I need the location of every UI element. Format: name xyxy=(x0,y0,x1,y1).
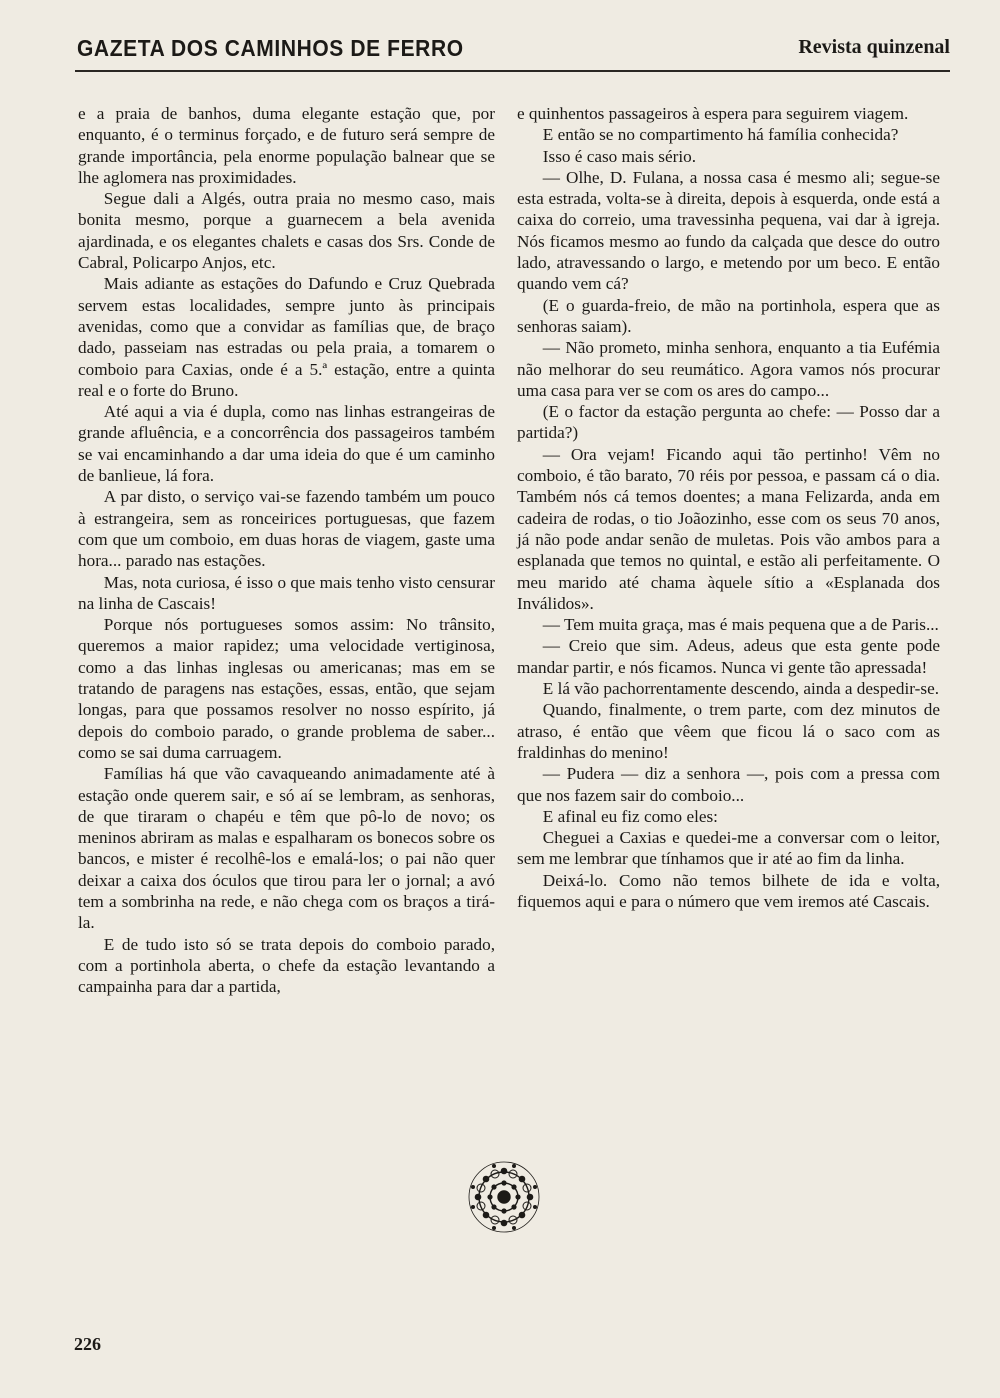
paragraph: E então se no compartimento há família conhecida? xyxy=(542,125,899,145)
page-header xyxy=(75,34,950,72)
page-number: 226 xyxy=(74,1334,101,1354)
publication-title: GAZETA DOS CAMINHOS DE FERRO xyxy=(77,36,464,62)
paragraph: (E o factor da estação pergunta ao chefe: — Posso dar a partida?) xyxy=(517,402,940,443)
paragraph: Segue dali a Algés, outra praia no mesmo caso, mais bonita mesmo, porque a guarnecem a bela avenida ajardinada, e os elegantes chalets e casas dos Srs. Conde de Cabral, Policarpo Anjos, etc. xyxy=(78,189,495,273)
left-column xyxy=(78,103,495,997)
paragraph: (E o guarda-freio, de mão na portinhola, espera que as senhoras saiam). xyxy=(517,295,940,336)
paragraph: E lá vão pachorrentamente descendo, ainda a despedir-se. xyxy=(542,679,940,699)
paragraph: A par disto, o serviço vai-se fazendo também um pouco à estrangeira, sem as ronceirices portuguesas, que fazem com que um comboio, em duas horas de viagem, gaste uma hora... parado nas estações. xyxy=(78,487,495,571)
paragraph: E afinal eu fiz como eles: xyxy=(542,806,718,826)
paragraph: Cheguei a Caxias e quedei-me a conversar com o leitor, sem me lembrar que tínhamos que ir até ao fim da linha. xyxy=(517,828,940,869)
paragraph: Mais adiante as estações do Dafundo e Cruz Quebrada servem estas localidades, sempre junto às principais avenidas, como que a convidar as famílias que, de braço dado, passeiam nas estradas ou pela praia, a tomarem o comboio para Caxias, onde é a 5.ª estação, entre a quinta real e o forte do Bruno. xyxy=(78,274,495,400)
paragraph: Quando, finalmente, o trem parte, com dez minutos de atraso, é então que vêem que ficou lá o saco com as fraldinhas do menino! xyxy=(517,700,940,762)
paragraph: Porque nós portugueses somos assim: No trânsito, queremos a maior rapidez; uma velocidade vertiginosa, como a das linhas inglesas ou americanas; mas em se tratando de paragens nas estações, essas, então, que sejam longas, para que possamos resolver no nosso espírito, já depois do comboio parado, o grande problema de saber... como se sai duma carruagem. xyxy=(78,615,495,762)
paragraph: Até aqui a via é dupla, como nas linhas estrangeiras de grande afluência, e a concorrência dos passageiros também se vai encaminhando a dar uma ideia do que é um caminho de banlieue, lá fora. xyxy=(78,402,495,486)
paragraph: e a praia de banhos, duma elegante estação que, por enquanto, é o terminus forçado, e de futuro será sempre de grande importância, pela enorme população balnear que se lhe aglomera nas proximidades. xyxy=(78,104,495,187)
publication-subtitle: Revista quinzenal xyxy=(798,36,950,58)
right-column xyxy=(517,103,940,912)
paragraph: Famílias há que vão cavaqueando animadamente até à estação onde querem sair, e só aí se lembram, as senhoras, de que tiraram o chapéu e têm que pô-lo de novo; os meninos abriram as malas e espalharam os bonecos sobre os bancos, e mister é recolhê-los e emalá-los; o pai não quer deixar a caixa dos óculos que tirou para ler o jornal; a avó tem a sombrinha na rede, e não chega com os braços a tirá-la. xyxy=(78,764,495,933)
paragraph: Isso é caso mais sério. xyxy=(542,146,697,166)
paragraph: — Creio que sim. Adeus, adeus que esta gente pode mandar partir, e nós ficamos. Nunca vi gente tão apressada! xyxy=(517,636,940,677)
paragraph: e quinhentos passageiros à espera para seguirem viagem. xyxy=(517,104,909,123)
paragraph: — Ora vejam! Ficando aqui tão pertinho! Vêm no comboio, é tão barato, 70 réis por pessoa, e passam cá o dia. Também nós cá temos doentes; a mana Felizarda, anda em cadeira de rodas, o tio Joãozinho, esse com os seus 70 anos, já não pode andar senão de muletas. Pois vão ambos para a esplanada que temos no quintal, e estão ali perfeitamente. O meu marido até chama àquele sítio a «Esplanada dos Inválidos». xyxy=(517,444,940,613)
decorative-rosette-icon xyxy=(467,1160,541,1234)
paragraph: E de tudo isto só se trata depois do comboio parado, com a portinhola aberta, o chefe da estação levantando a campainha para dar a partida, xyxy=(78,934,495,997)
paragraph: — Tem muita graça, mas é mais pequena que a de Paris... xyxy=(542,615,939,635)
paragraph: Mas, nota curiosa, é isso o que mais tenho visto censurar na linha de Cascais! xyxy=(78,572,495,613)
paragraph: — Olhe, D. Fulana, a nossa casa é mesmo ali; segue-se esta estrada, volta-se à direita, depois à esquerda, onde está a caixa do correio, uma travessinha pequena, vai dar à igreja. Nós ficamos mesmo ao fundo da calçada que desce do outro lado, atravessando o largo, e metendo por um beco. E então quando vem cá? xyxy=(517,167,940,294)
paragraph: — Pudera — diz a senhora —, pois com a pressa com que nos fazem sair do comboio... xyxy=(517,764,940,805)
paragraph: — Não prometo, minha senhora, enquanto a tia Eufémia não melhorar do seu reumático. Agora vamos nós procurar uma casa para ver se com os ares do campo... xyxy=(517,338,940,400)
paragraph: Deixá-lo. Como não temos bilhete de ida e volta, fiquemos aqui e para o número que vem iremos até Cascais. xyxy=(517,870,940,911)
